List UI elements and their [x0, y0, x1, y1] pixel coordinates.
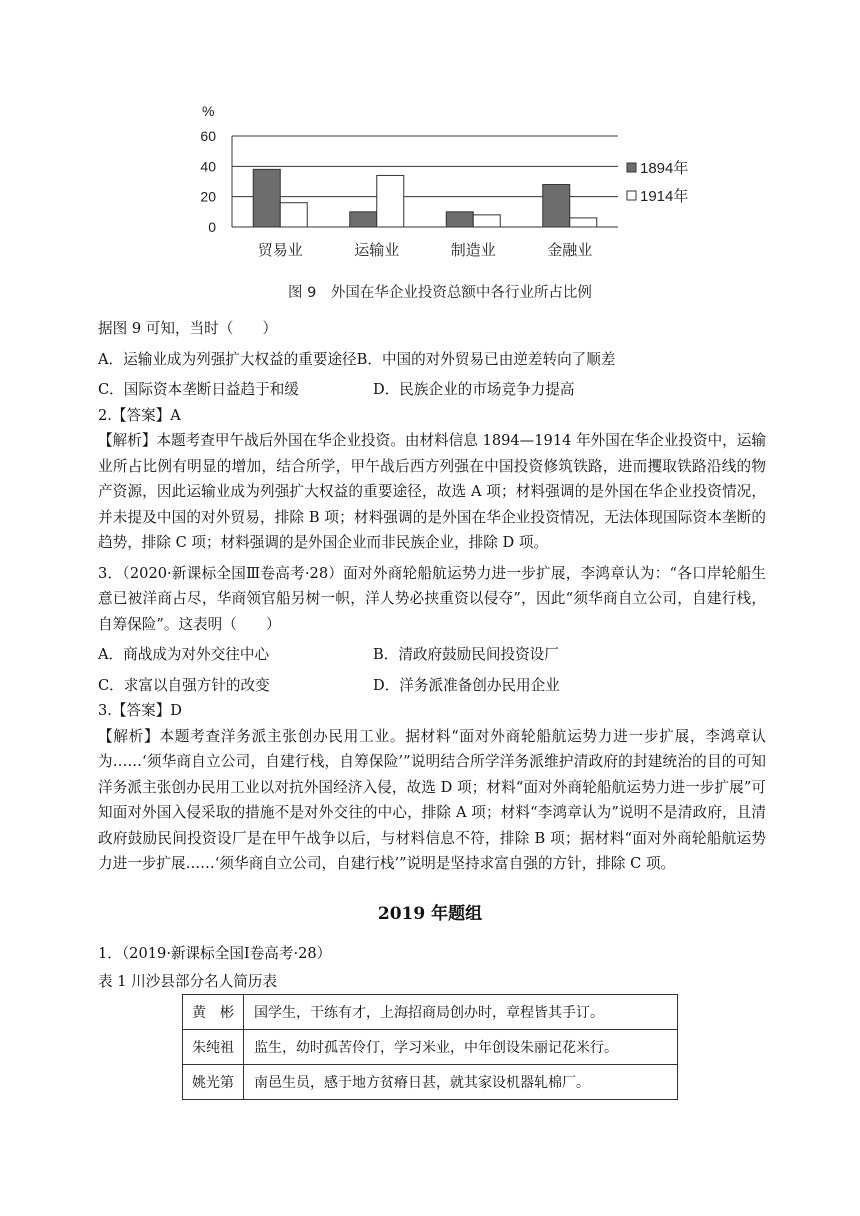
table-cell-name: 姚光第 — [183, 1065, 244, 1100]
question3-stem: 3．（2020·新课标全国Ⅲ卷高考·28）面对外商轮船航运势力进一步扩展，李鸿章认为：“各口岸轮船生意已被洋商占尽，华商领官船另树一帜，洋人势必挟重资以侵夺”，因此“须华商自立公司，自建行栈，自筹保险”。这表明（ ） — [98, 564, 766, 633]
table-row — [183, 1065, 678, 1100]
bar-series2 — [570, 218, 597, 227]
y-tick-labels — [200, 128, 216, 235]
table-cell-desc: 南邑生员，感于地方贫瘠日甚，就其家设机器轧棉厂。 — [244, 1065, 678, 1100]
section-title: 2019 年题组 — [377, 904, 483, 924]
legend-label: 1914年 — [640, 188, 689, 205]
table-row — [183, 1030, 678, 1065]
x-tick-label: 运输业 — [354, 241, 400, 259]
y-tick-label: 60 — [200, 128, 216, 144]
bar-series2 — [473, 215, 500, 227]
bar-chart — [190, 96, 720, 276]
question3-analysis: 【解析】本题考查洋务派主张创办民用工业。据材料“面对外商轮船航运势力进一步扩展，李鸿章认为……‘须华商自立公司，自建行栈，自筹保险’”说明结合所学洋务派维护清政府的封建统治的目的可知洋务派主张创办民用工业以对抗外国经济入侵，故选 D 项；材料“面对外商轮船航运势力进一步扩展”可知面对外国入侵采取的措施不是对外交往的中心，排除 A 项；材料“李鸿章认为”说明不是清政府，且清政府鼓励民间投资设厂是在甲午战争以后，与材料信息不符，排除 B 项；据材料“面对外商轮船航运势力进一步扩展……‘须华商自立公司，自建行栈’”说明是坚持求富自强的方针，排除 C 项。 — [98, 727, 766, 872]
option-a: A．运输业成为列强扩大权益的重要途径 — [98, 350, 357, 368]
table-caption: 表 1 川沙县部分名人简历表 — [98, 973, 278, 990]
table-cell-name: 朱纯祖 — [183, 1030, 244, 1065]
bar-series2 — [280, 203, 307, 227]
bars — [253, 169, 597, 227]
y-axis-unit: % — [202, 103, 215, 119]
legend-swatch — [627, 163, 636, 172]
question2-analysis: 【解析】本题考查甲午战后外国在华企业投资。由材料信息 1894—1914 年外国在华企业投资中，运输业所占比例有明显的增加，结合所学，甲午战后西方列强在中国投资修筑铁路，进而攫取铁路沿线的物产资源，因此运输业成为列强扩大权益的重要途径，故选 A 项；材料强调的是外国在华企业投资情况，并未提及中国的对外贸易，排除 B 项；材料强调的是外国在华企业投资情况，无法体现国际资本垄断的趋势，排除 C 项；材料强调的是外国企业而非民族企业，排除 D 项。 — [98, 432, 766, 551]
option-d: D．洋务派准备创办民用企业 — [373, 676, 560, 694]
x-tick-label: 贸易业 — [257, 241, 303, 259]
question2019-stem: 1．（2019·新课标全国Ⅰ卷高考·28） — [98, 945, 332, 962]
table-row — [183, 995, 678, 1030]
bar-series2 — [377, 175, 404, 227]
question2-answer: 2.【答案】A — [98, 406, 181, 424]
option-b: B．清政府鼓励民间投资设厂 — [373, 646, 559, 663]
x-tick-labels — [258, 241, 593, 259]
figure-caption: 图 9 外国在华企业投资总额中各行业所占比例 — [288, 285, 592, 301]
question2-stem: 据图 9 可知，当时（ ） — [98, 320, 278, 337]
y-tick-label: 0 — [208, 219, 216, 235]
y-tick-label: 20 — [200, 188, 216, 205]
question2-options-row1 — [98, 347, 766, 373]
legend — [627, 159, 688, 205]
option-b: B．中国的对外贸易已由逆差转向了顺差 — [356, 350, 616, 368]
bar-series1 — [253, 169, 280, 227]
biography-table — [182, 994, 678, 1100]
table-cell-desc: 国学生，干练有才，上海招商局创办时，章程皆其手订。 — [244, 995, 678, 1030]
option-a: A．商战成为对外交往中心 — [98, 646, 270, 663]
question3-options-row2 — [98, 673, 766, 699]
bar-series1 — [446, 212, 473, 227]
option-d: D．民族企业的市场竞争力提高 — [373, 381, 575, 398]
bar-series1 — [350, 212, 377, 227]
option-c: C．求富以自强方针的改变 — [98, 676, 270, 694]
table-cell-name: 黄 彬 — [183, 995, 244, 1030]
question3-options-row1 — [98, 642, 766, 668]
x-tick-label: 制造业 — [450, 241, 496, 259]
legend-label: 1894年 — [640, 160, 689, 177]
question3-answer: 3.【答案】D — [98, 702, 182, 719]
bar-series1 — [543, 185, 570, 227]
option-c: C．国际资本垄断日益趋于和缓 — [98, 381, 299, 398]
legend-swatch — [627, 191, 636, 200]
x-tick-label: 金融业 — [547, 241, 593, 259]
y-tick-label: 40 — [200, 158, 216, 175]
question-body — [98, 316, 766, 877]
table-cell-desc: 监生，幼时孤苦伶仃，学习米业，中年创设朱丽记花米行。 — [244, 1030, 678, 1065]
question2-options-row2 — [98, 377, 766, 403]
